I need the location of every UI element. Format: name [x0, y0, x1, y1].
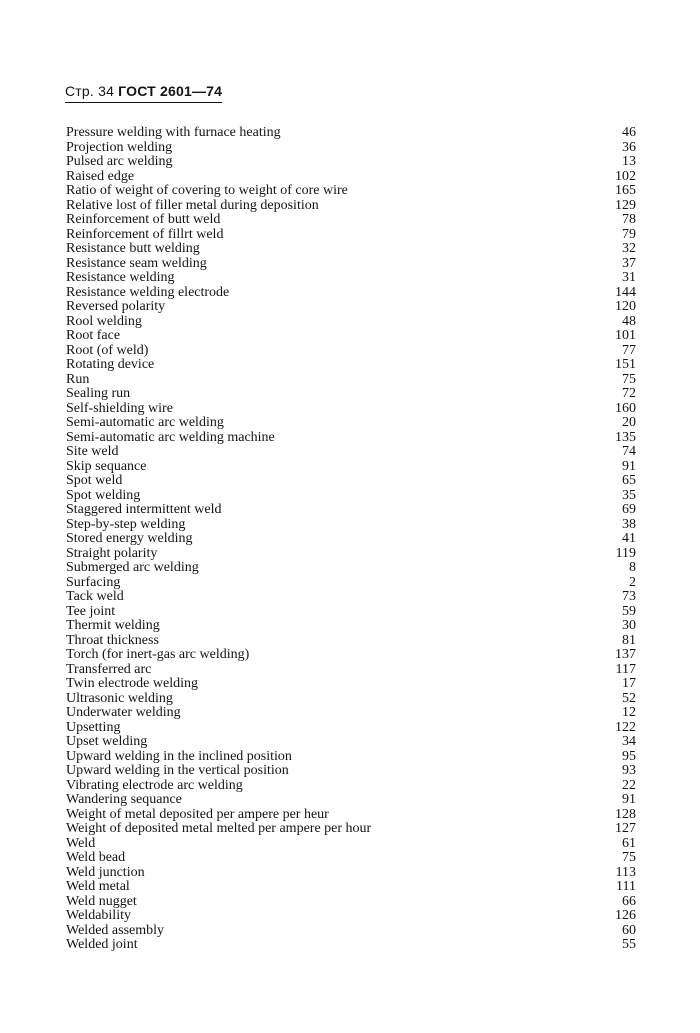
index-page-number: 135 [615, 429, 636, 445]
index-term: Rotating device [66, 357, 155, 372]
index-term: Thermit welding [66, 618, 160, 633]
index-entry [66, 358, 636, 373]
index-term: Weld metal [66, 879, 130, 894]
term-index-list [66, 126, 636, 953]
index-entry [66, 692, 636, 707]
index-page-number: 126 [615, 908, 636, 923]
index-term: Step-by-step welding [66, 516, 186, 532]
index-page-number: 55 [622, 937, 636, 952]
index-entry [66, 895, 636, 910]
index-entry [66, 634, 636, 649]
index-entry [66, 648, 636, 663]
index-entry [66, 880, 636, 895]
index-term: Staggered intermittent weld [66, 502, 222, 517]
index-page-number: 32 [622, 241, 636, 256]
index-entry [66, 431, 636, 446]
index-page-number: 13 [622, 154, 636, 169]
index-term: Surfacing [66, 574, 121, 590]
index-entry [66, 271, 636, 286]
index-entry [66, 503, 636, 518]
index-page-number: 117 [615, 661, 636, 677]
index-entry [66, 213, 636, 228]
index-term: Resistance welding [66, 270, 175, 285]
index-entry [66, 721, 636, 736]
index-entry [66, 779, 636, 794]
index-page-number: 22 [622, 777, 636, 793]
index-term: Raised edge [66, 168, 135, 184]
index-term: Twin electrode welding [66, 676, 198, 691]
index-page-number: 122 [615, 719, 636, 735]
index-entry [66, 155, 636, 170]
index-entry [66, 184, 636, 199]
index-term: Sealing run [66, 386, 131, 401]
index-term: Site weld [66, 444, 119, 459]
index-entry [66, 793, 636, 808]
index-term: Weight of deposited metal melted per ampere per hour [66, 821, 372, 836]
index-entry [66, 677, 636, 692]
index-entry [66, 373, 636, 388]
index-term: Welded joint [66, 937, 138, 952]
index-page-number: 144 [615, 284, 636, 300]
index-page-number: 17 [622, 676, 636, 691]
index-entry [66, 735, 636, 750]
index-term: Resistance butt welding [66, 241, 200, 256]
index-page-number: 77 [622, 342, 636, 358]
index-term: Vibrating electrode arc welding [66, 777, 243, 793]
index-entry [66, 170, 636, 185]
index-entry [66, 663, 636, 678]
index-term: Pressure welding with furnace heating [66, 125, 281, 140]
index-page-number: 36 [622, 139, 636, 155]
index-term: Reversed polarity [66, 299, 166, 314]
index-page-number: 119 [615, 545, 636, 561]
index-page-number: 91 [622, 792, 636, 807]
index-entry [66, 590, 636, 605]
index-entry [66, 750, 636, 765]
index-entry [66, 561, 636, 576]
index-term: Ratio of weight of covering to weight of core wire [66, 183, 348, 198]
index-entry [66, 808, 636, 823]
index-entry [66, 474, 636, 489]
index-term: Submerged arc welding [66, 560, 199, 575]
index-term: Wandering sequance [66, 792, 182, 807]
index-term: Upsetting [66, 719, 121, 735]
index-page-number: 81 [622, 632, 636, 648]
index-page-number: 129 [615, 197, 636, 213]
index-term: Torch (for inert-gas arc welding) [66, 647, 250, 662]
index-page-number: 160 [615, 400, 636, 416]
index-entry [66, 141, 636, 156]
index-entry [66, 387, 636, 402]
index-page-number: 101 [615, 328, 636, 343]
standard-number: ГОСТ 2601—74 [118, 83, 223, 99]
index-term: Spot weld [66, 473, 123, 488]
index-page-number: 37 [622, 255, 636, 271]
index-entry [66, 822, 636, 837]
index-entry [66, 518, 636, 533]
index-term: Root face [66, 328, 121, 343]
index-term: Resistance welding electrode [66, 284, 230, 300]
index-term: Weld bead [66, 850, 126, 865]
index-page-number: 34 [622, 734, 636, 749]
index-entry [66, 228, 636, 243]
index-term: Weld nugget [66, 893, 137, 909]
index-page-number: 31 [622, 270, 636, 285]
index-page-number: 60 [622, 922, 636, 938]
index-entry [66, 315, 636, 330]
index-page-number: 72 [622, 386, 636, 401]
index-term: Projection welding [66, 139, 173, 155]
index-term: Upward welding in the vertical position [66, 763, 289, 778]
index-entry [66, 344, 636, 359]
index-entry [66, 706, 636, 721]
index-page-number: 111 [616, 879, 636, 894]
index-page-number: 20 [622, 415, 636, 430]
index-page-number: 128 [615, 806, 636, 822]
index-term: Reinforcement of butt weld [66, 212, 221, 227]
index-page-number: 95 [622, 748, 636, 764]
index-term: Ultrasonic welding [66, 690, 173, 706]
index-entry [66, 300, 636, 315]
index-term: Upset welding [66, 734, 148, 749]
index-entry [66, 489, 636, 504]
index-term: Rool welding [66, 313, 142, 329]
index-term: Weld junction [66, 864, 145, 880]
index-term: Self-shielding wire [66, 400, 173, 416]
index-entry [66, 576, 636, 591]
index-entry [66, 532, 636, 547]
index-term: Spot welding [66, 487, 141, 503]
index-entry [66, 286, 636, 301]
index-entry [66, 199, 636, 214]
index-page-number: 102 [615, 168, 636, 184]
page-number: Стр. 34 [65, 83, 115, 99]
page-header [65, 82, 222, 103]
index-page-number: 120 [615, 299, 636, 314]
index-term: Stored energy welding [66, 531, 193, 546]
index-term: Pulsed arc welding [66, 154, 173, 169]
index-entry [66, 460, 636, 475]
index-page-number: 74 [622, 444, 636, 459]
index-page-number: 73 [622, 589, 636, 604]
index-page-number: 48 [622, 313, 636, 329]
index-page-number: 151 [615, 357, 636, 372]
index-entry [66, 329, 636, 344]
index-entry [66, 257, 636, 272]
index-page-number: 59 [622, 603, 636, 619]
index-term: Weld [66, 835, 96, 851]
index-term: Semi-automatic arc welding machine [66, 429, 275, 445]
index-term: Transferred arc [66, 661, 152, 677]
index-term: Reinforcement of fillrt weld [66, 226, 224, 242]
index-term: Tee joint [66, 603, 116, 619]
index-entry [66, 909, 636, 924]
index-page-number: 127 [615, 821, 636, 836]
index-entry [66, 242, 636, 257]
index-term: Welded assembly [66, 922, 165, 938]
index-page-number: 137 [615, 647, 636, 662]
index-entry [66, 416, 636, 431]
index-page-number: 2 [629, 574, 636, 590]
index-term: Upward welding in the inclined position [66, 748, 292, 764]
index-entry [66, 445, 636, 460]
index-page-number: 52 [622, 690, 636, 706]
index-term: Throat thickness [66, 632, 159, 648]
index-term: Skip sequance [66, 458, 147, 474]
index-term: Relative lost of filler metal during deposition [66, 197, 319, 213]
index-page-number: 65 [622, 473, 636, 488]
index-term: Tack weld [66, 589, 124, 604]
index-page-number: 35 [622, 487, 636, 503]
index-term: Root (of weld) [66, 342, 149, 358]
index-entry [66, 837, 636, 852]
index-page-number: 78 [622, 212, 636, 227]
index-page-number: 75 [622, 371, 636, 387]
index-entry [66, 938, 636, 953]
index-page-number: 165 [615, 183, 636, 198]
index-term: Weldability [66, 908, 131, 923]
index-page-number: 75 [622, 850, 636, 865]
index-entry [66, 764, 636, 779]
index-entry [66, 866, 636, 881]
index-page-number: 113 [615, 864, 636, 880]
index-page-number: 93 [622, 763, 636, 778]
index-term: Run [66, 371, 90, 387]
index-term: Weight of metal deposited per ampere per heur [66, 806, 329, 822]
index-page-number: 8 [629, 560, 636, 575]
index-entry [66, 851, 636, 866]
index-term: Underwater welding [66, 705, 181, 720]
index-page-number: 79 [622, 226, 636, 242]
index-entry [66, 547, 636, 562]
index-page-number: 30 [622, 618, 636, 633]
index-page-number: 61 [622, 835, 636, 851]
index-entry [66, 402, 636, 417]
index-page-number: 12 [622, 705, 636, 720]
index-entry [66, 924, 636, 939]
index-page-number: 66 [622, 893, 636, 909]
index-entry [66, 605, 636, 620]
index-page-number: 38 [622, 516, 636, 532]
index-page-number: 46 [622, 125, 636, 140]
index-page-number: 41 [622, 531, 636, 546]
index-entry [66, 619, 636, 634]
index-term: Semi-automatic arc welding [66, 415, 224, 430]
index-entry [66, 126, 636, 141]
index-term: Straight polarity [66, 545, 158, 561]
index-page-number: 91 [622, 458, 636, 474]
index-page-number: 69 [622, 502, 636, 517]
index-term: Resistance seam welding [66, 255, 207, 271]
